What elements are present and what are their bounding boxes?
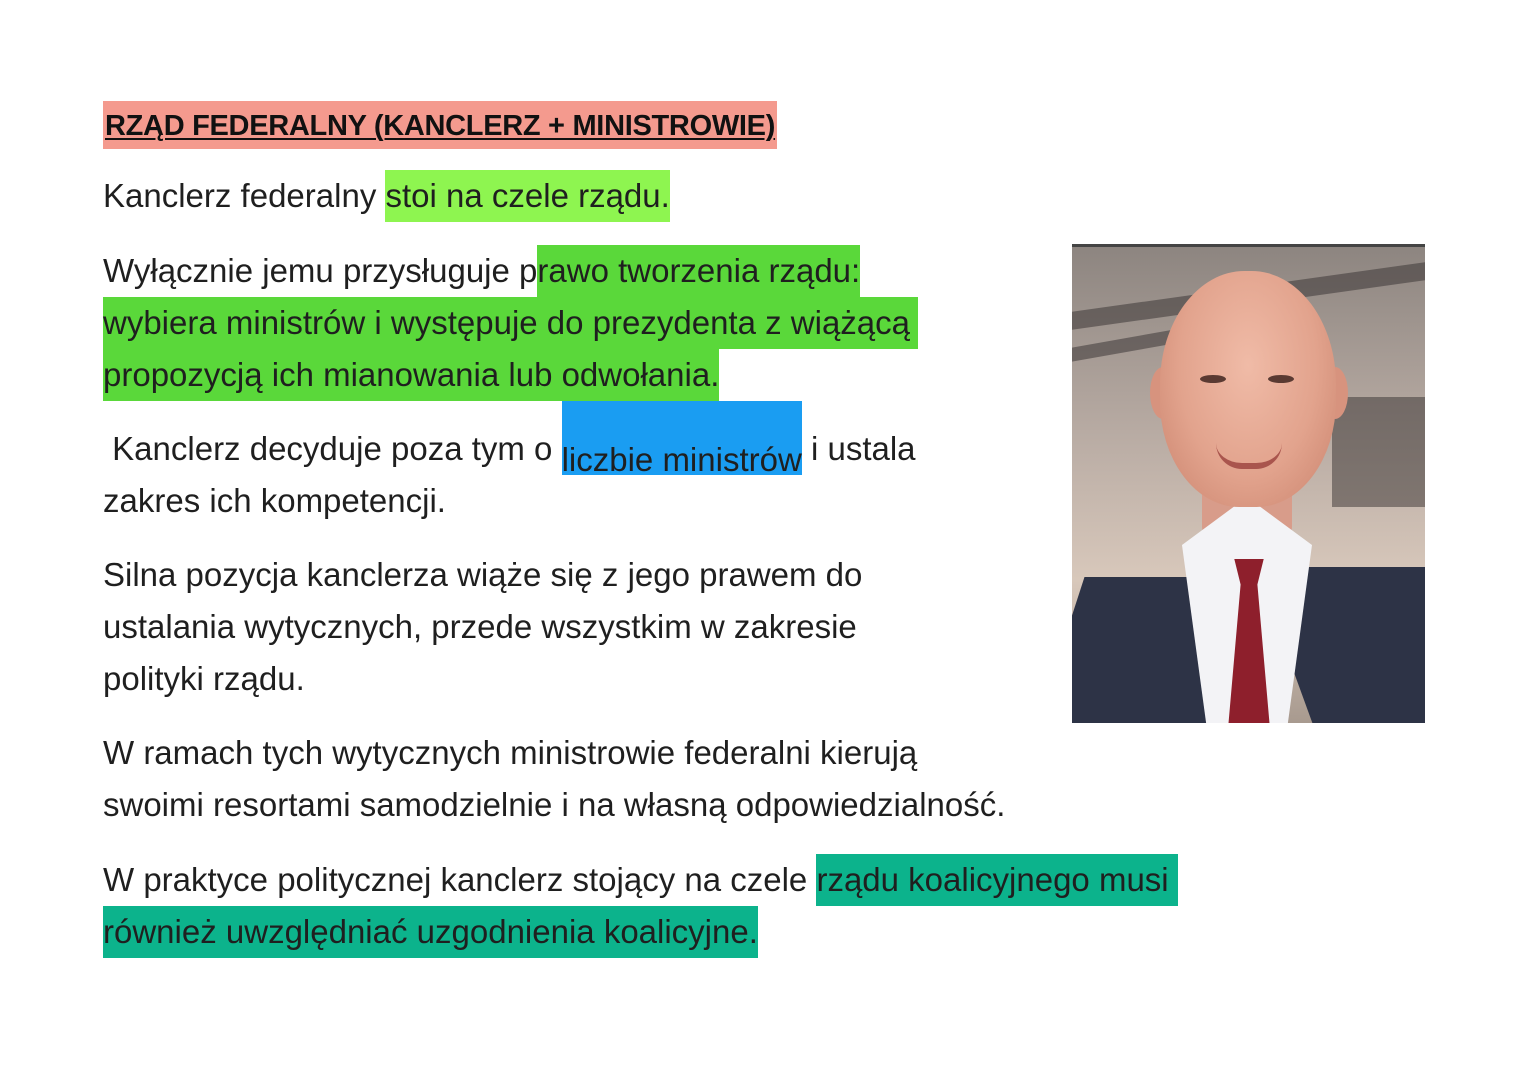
text: ustalania wytycznych, przede wszystkim w zakresie (103, 608, 857, 645)
highlight-green: rawo tworzenia rządu: (537, 245, 860, 297)
highlight-blue: liczbie ministrów (562, 401, 802, 475)
text: Wyłącznie jemu przysługuje p (103, 252, 538, 289)
paragraph-coalition-line1 (103, 854, 1178, 906)
text: Kanclerz federalny (103, 177, 386, 214)
text: zakres ich kompetencji. (103, 482, 446, 519)
paragraph-chancellor-head (103, 170, 670, 222)
highlight-green: wybiera ministrów i występuje do prezydenta z wiążącą (103, 297, 918, 349)
paragraph-guidelines-line1 (103, 549, 862, 601)
highlight-teal: również uwzględniać uzgodnienia koalicyjne. (103, 906, 758, 958)
paragraph-ministers-autonomy-line2 (103, 779, 1005, 831)
page-title-text: RZĄD FEDERALNY (KANCLERZ + MINISTROWIE) (105, 110, 776, 142)
eye-left (1200, 375, 1226, 383)
text: Silna pozycja kanclerza wiąże się z jego prawem do (103, 556, 863, 593)
paragraph-government-forming-line1 (103, 245, 860, 297)
paragraph-guidelines-line3 (103, 653, 305, 705)
text: W praktyce politycznej kanclerz stojący na czele (103, 861, 817, 898)
text: polityki rządu. (103, 660, 305, 697)
paragraph-government-forming-line2 (103, 297, 918, 349)
eye-right (1268, 375, 1294, 383)
head (1160, 271, 1336, 507)
chancellor-portrait (1072, 244, 1425, 723)
paragraph-ministers-autonomy-line1 (103, 727, 917, 779)
highlight-teal: rządu koalicyjnego musi (816, 854, 1177, 906)
paragraph-ministers-count-line2 (103, 475, 446, 527)
text: Kanclerz decyduje poza tym o (103, 430, 562, 467)
background-panel (1332, 397, 1425, 507)
page-title (103, 101, 777, 149)
highlight-green: propozycją ich mianowania lub odwołania. (103, 349, 719, 401)
highlight-lime: stoi na czele rządu. (385, 170, 669, 222)
paragraph-ministers-count-line1 (103, 423, 916, 478)
text: swoimi resortami samodzielnie i na własną odpowiedzialność. (103, 786, 1006, 823)
paragraph-government-forming-line3 (103, 349, 719, 401)
text: i ustala (801, 430, 916, 467)
paragraph-guidelines-line2 (103, 601, 857, 653)
text: W ramach tych wytycznych ministrowie federalni kierują (103, 734, 918, 771)
paragraph-coalition-line2 (103, 906, 758, 958)
